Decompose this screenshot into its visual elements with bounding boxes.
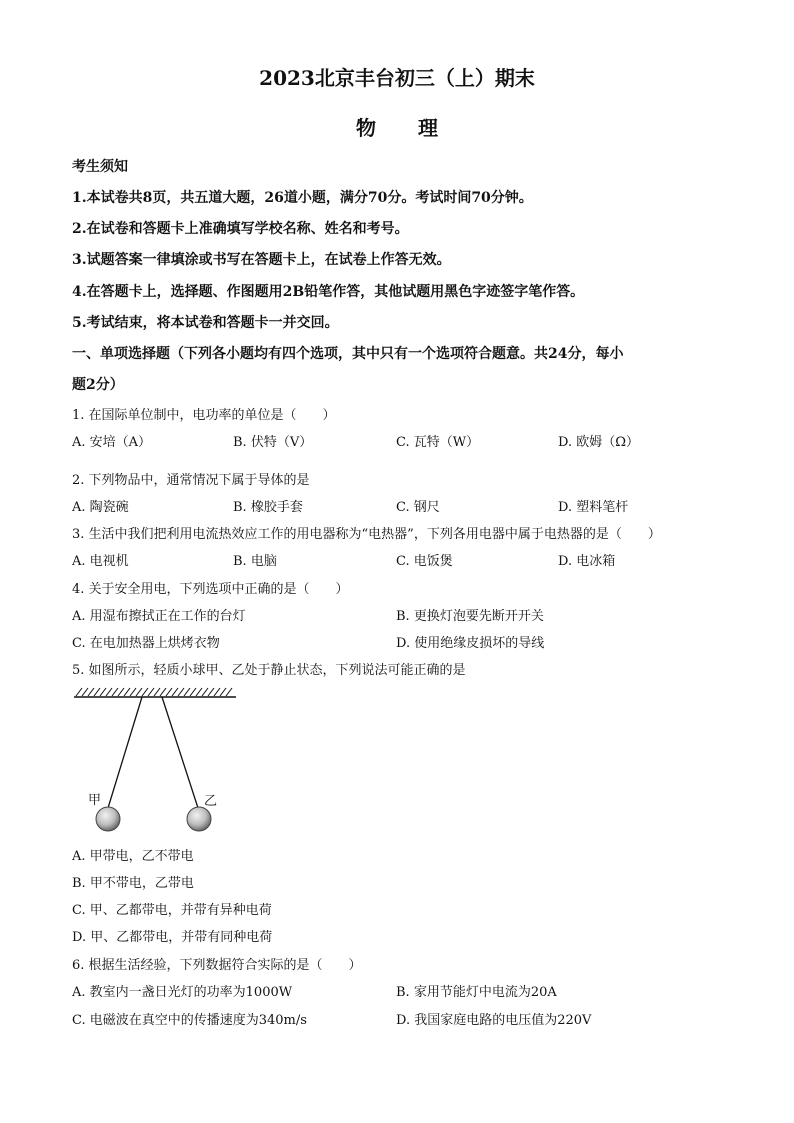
notice-item: 5.考试结束，将本试卷和答题卡一并交回。 [72,315,339,331]
question-option: B. 甲不带电，乙带电 [72,876,194,891]
notice-heading: 考生须知 [72,159,128,175]
question-option: A. 用湿布擦拭正在工作的台灯 [72,609,246,624]
question-option: B. 橡胶手套 [233,500,303,515]
question-option: D. 欧姆（Ω） [558,435,640,450]
question-option: D. 甲、乙都带电，并带有同种电荷 [72,930,273,945]
question-option: B. 家用节能灯中电流为20A [396,985,557,1000]
question-option: C. 电饭煲 [396,554,453,569]
question-option: A. 教室内一盏日光灯的功率为1000W [72,985,293,1000]
subject-title: 物理 [356,116,480,140]
ball-right-label: 乙 [204,794,218,809]
question-option: D. 使用绝缘皮损坏的导线 [396,636,545,651]
question-stem: 1. 在国际单位制中，电功率的单位是（ ） [72,408,336,423]
question-option: C. 甲、乙都带电，并带有异种电荷 [72,903,272,918]
question-option: B. 伏特（V） [233,435,313,450]
question-stem: 4. 关于安全用电，下列选项中正确的是（ ） [72,582,349,597]
question-option: D. 电冰箱 [558,554,616,569]
ball-left [96,807,120,831]
question-stem: 6. 根据生活经验，下列数据符合实际的是（ ） [72,958,362,973]
question-option: B. 电脑 [233,554,277,569]
question-option: C. 瓦特（W） [396,435,480,450]
string-left [108,697,142,808]
question-option: A. 陶瓷碗 [72,500,129,515]
notice-item: 4.在答题卡上，选择题、作图题用2B铅笔作答，其他试题用黑色字迹签字笔作答。 [72,284,585,300]
pendulum-figure [70,686,240,836]
question-stem: 3. 生活中我们把利用电流热效应工作的用电器称为“电热器”，下列各用电器中属于电热器的是（ ） [72,527,661,542]
page-title: 2023北京丰台初三（上）期末 [259,66,535,90]
question-option: D. 塑料笔杆 [558,500,629,515]
section-heading: 一、单项选择题（下列各小题均有四个选项，其中只有一个选项符合题意。共24分，每小 [72,346,624,362]
notice-item: 3.试题答案一律填涂或书写在答题卡上，在试卷上作答无效。 [72,252,451,268]
question-option: A. 安培（A） [72,435,152,450]
string-right [162,697,198,808]
question-option: C. 电磁波在真空中的传播速度为340m/s [72,1013,307,1028]
notice-item: 1.本试卷共8页，共五道大题，26道小题，满分70分。考试时间70分钟。 [72,190,533,206]
question-option: C. 在电加热器上烘烤衣物 [72,636,220,651]
ball-left-label: 甲 [88,793,102,808]
question-option: A. 电视机 [72,554,129,569]
pendulum-diagram [70,686,240,836]
section-heading-cont: 题2分） [72,377,124,393]
question-option: D. 我国家庭电路的电压值为220V [396,1013,592,1028]
question-option: A. 甲带电，乙不带电 [72,849,194,864]
question-option: C. 钢尺 [396,500,440,515]
question-option: B. 更换灯泡要先断开开关 [396,609,544,624]
question-stem: 2. 下列物品中，通常情况下属于导体的是 [72,473,310,488]
ceiling-hatch [76,688,232,696]
notice-item: 2.在试卷和答题卡上准确填写学校名称、姓名和考号。 [72,221,409,237]
question-stem: 5. 如图所示，轻质小球甲、乙处于静止状态，下列说法可能正确的是 [72,663,466,678]
ball-right [187,807,211,831]
